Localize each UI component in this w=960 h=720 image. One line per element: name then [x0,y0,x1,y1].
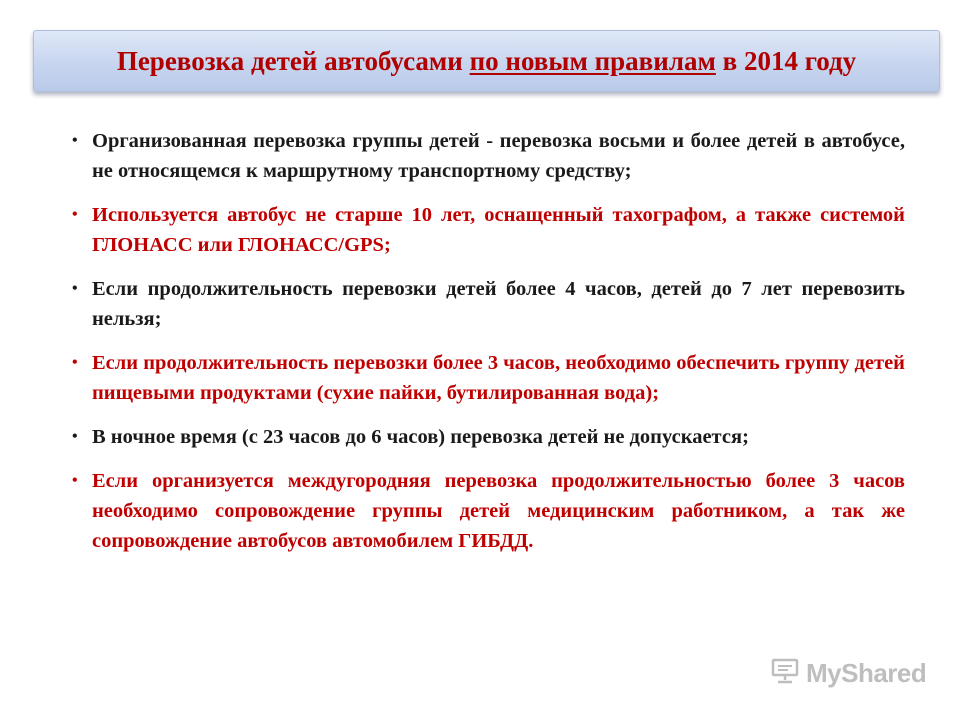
bullet-list [60,126,905,570]
watermark [770,658,926,689]
title-banner [33,30,940,92]
bullet-item [60,422,905,452]
bullet-item [60,126,905,186]
bullet-item [60,466,905,556]
bullet-text: Если организуется междугородняя перевозка продолжительностью более 3 часов необходимо сопровождение группы детей медицинским работником, а так же сопровождение автобусов автомобилем ГИБДД. [92,470,905,552]
title-prefix: Перевозка детей автобусами [116,45,470,76]
title-suffix: в 2014 году [715,45,857,76]
bullet-item [60,348,905,408]
bullet-text: Используется автобус не старше 10 лет, оснащенный тахографом, а также системой ГЛОНАСС или ГЛОНАСС/GPS; [92,204,905,256]
bullet-dot: • [72,472,78,489]
title-underlined: по новым правилам [469,45,716,76]
bullet-item [60,200,905,260]
bullet-dot: • [72,280,78,297]
bullet-text: Если продолжительность перевозки детей более 4 часов, детей до 7 лет перевозить нельзя; [92,278,905,330]
bullet-dot: • [72,428,78,445]
bullet-dot: • [72,206,78,223]
bullet-dot: • [72,354,78,371]
slide-title [117,46,856,77]
watermark-text: MyShared [806,658,927,688]
bullet-text: Если продолжительность перевозки более 3 часов, необходимо обеспечить группу детей пищевыми продуктами (сухие пайки, бутилированная вода); [92,352,905,404]
bullet-item [60,274,905,334]
presentation-icon [770,658,800,689]
bullet-dot: • [72,132,78,149]
bullet-text: В ночное время (с 23 часов до 6 часов) перевозка детей не допускается; [92,426,749,448]
bullet-text: Организованная перевозка группы детей - перевозка восьми и более детей в автобусе, не относящемся к маршрутному транспортному средству; [92,130,905,182]
